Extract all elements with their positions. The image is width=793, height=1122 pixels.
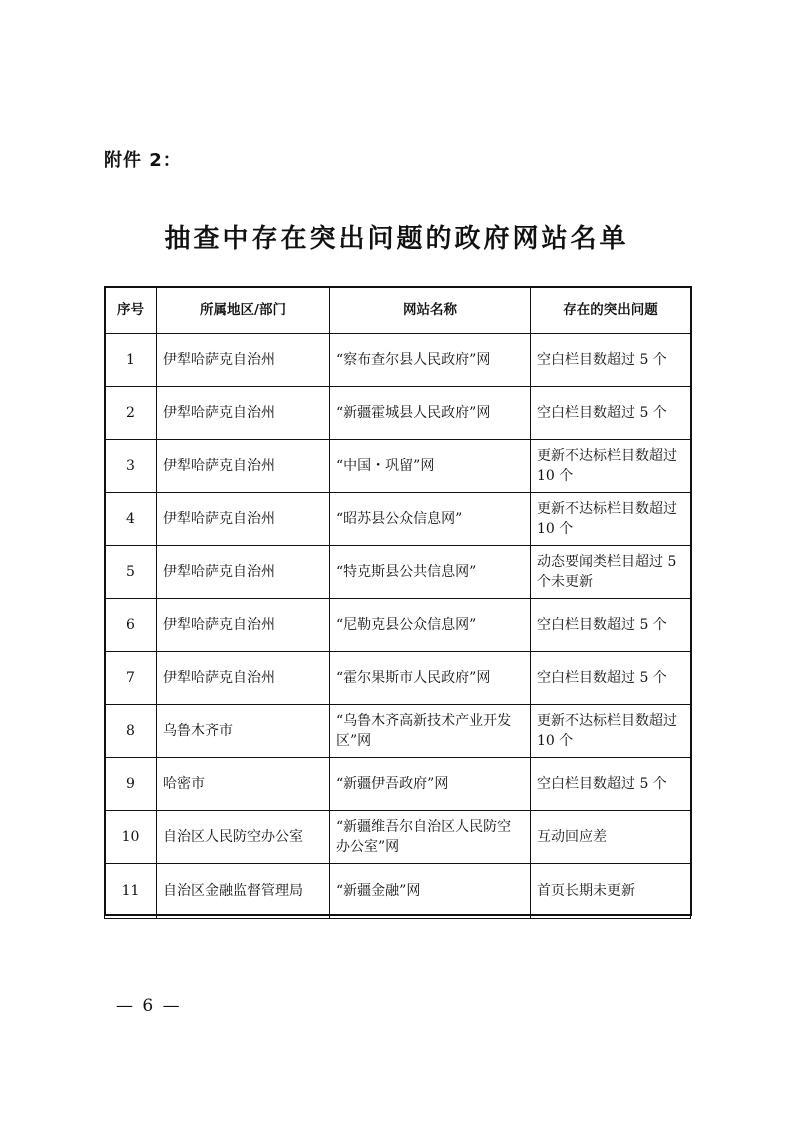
row-index: 6 [105,599,157,652]
row-index: 9 [105,758,157,811]
row-website: “尼勒克县公众信息网” [330,599,531,652]
row-website: “察布查尔县人民政府”网 [330,334,531,387]
row-index: 2 [105,387,157,440]
table-row [105,334,691,387]
row-website: “特克斯县公共信息网” [330,546,531,599]
row-region: 自治区金融监督管理局 [157,864,330,919]
table-header-row [105,287,691,334]
row-region: 伊犁哈萨克自治州 [157,387,330,440]
column-header-region: 所属地区/部门 [157,287,330,334]
row-website: “新疆霍城县人民政府”网 [330,387,531,440]
document-title: 抽查中存在突出问题的政府网站名单 [164,224,629,254]
row-website: “新疆维吾尔自治区人民防空办公室”网 [330,811,531,864]
row-issue: 空白栏目数超过 5 个 [531,599,691,652]
table-row [105,705,691,758]
row-issue: 空白栏目数超过 5 个 [531,758,691,811]
table-row [105,864,691,919]
table-row [105,811,691,864]
page-number: — 6 — [116,996,182,1016]
column-header-website: 网站名称 [330,287,531,334]
row-region: 自治区人民防空办公室 [157,811,330,864]
row-region: 伊犁哈萨克自治州 [157,599,330,652]
row-issue: 更新不达标栏目数超过 10 个 [531,705,691,758]
table-row [105,758,691,811]
row-issue: 首页长期未更新 [531,864,691,919]
table-row [105,652,691,705]
row-issue: 动态要闻类栏目超过 5 个未更新 [531,546,691,599]
website-list-table [104,286,691,919]
row-index: 3 [105,440,157,493]
row-index: 5 [105,546,157,599]
row-issue: 互动回应差 [531,811,691,864]
row-website: “霍尔果斯市人民政府”网 [330,652,531,705]
row-region: 伊犁哈萨克自治州 [157,546,330,599]
table-row [105,546,691,599]
table-row [105,440,691,493]
row-website: “昭苏县公众信息网” [330,493,531,546]
column-header-index: 序号 [105,287,157,334]
row-website: “新疆金融”网 [330,864,531,919]
row-region: 伊犁哈萨克自治州 [157,440,330,493]
row-region: 哈密市 [157,758,330,811]
row-issue: 更新不达标栏目数超过 10 个 [531,440,691,493]
table-row [105,387,691,440]
row-issue: 空白栏目数超过 5 个 [531,334,691,387]
attachment-label: 附件 2： [104,150,182,171]
column-header-issue: 存在的突出问题 [531,287,691,334]
row-region: 乌鲁木齐市 [157,705,330,758]
table-row [105,493,691,546]
row-region: 伊犁哈萨克自治州 [157,334,330,387]
row-index: 7 [105,652,157,705]
table-row [105,599,691,652]
row-region: 伊犁哈萨克自治州 [157,652,330,705]
row-issue: 空白栏目数超过 5 个 [531,387,691,440]
row-website: “中国・巩留”网 [330,440,531,493]
row-index: 1 [105,334,157,387]
row-website: “乌鲁木齐高新技术产业开发区”网 [330,705,531,758]
row-index: 8 [105,705,157,758]
row-index: 11 [105,864,157,919]
row-issue: 空白栏目数超过 5 个 [531,652,691,705]
row-website: “新疆伊吾政府”网 [330,758,531,811]
row-index: 4 [105,493,157,546]
row-region: 伊犁哈萨克自治州 [157,493,330,546]
row-index: 10 [105,811,157,864]
row-issue: 更新不达标栏目数超过 10 个 [531,493,691,546]
